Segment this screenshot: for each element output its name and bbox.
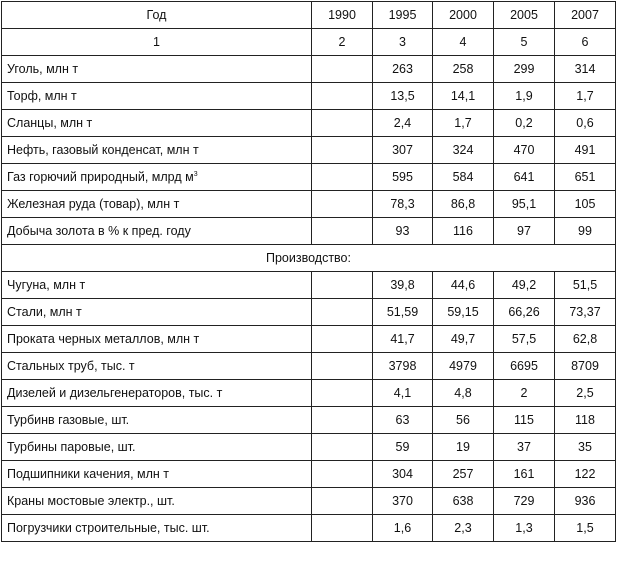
value-cell: 62,8 xyxy=(555,326,616,353)
value-cell: 0,6 xyxy=(555,110,616,137)
column-number: 3 xyxy=(373,29,433,56)
value-cell: 66,26 xyxy=(494,299,555,326)
value-cell: 595 xyxy=(373,164,433,191)
row-label xyxy=(2,272,312,299)
table-row xyxy=(2,299,616,326)
value-cell: 73,37 xyxy=(555,299,616,326)
value-cell: 2,5 xyxy=(555,380,616,407)
row-label xyxy=(2,380,312,407)
section-row xyxy=(2,245,616,272)
value-cell: 263 xyxy=(373,56,433,83)
value-cell: 59 xyxy=(373,434,433,461)
row-label-text: Дизелей и дизельгенераторов, тыс. т xyxy=(7,386,223,400)
row-label xyxy=(2,488,312,515)
value-cell xyxy=(312,353,373,380)
value-cell: 115 xyxy=(494,407,555,434)
value-cell: 116 xyxy=(433,218,494,245)
row-label-text: Турбины паровые, шт. xyxy=(7,440,136,454)
value-cell xyxy=(312,164,373,191)
value-cell: 51,5 xyxy=(555,272,616,299)
row-label xyxy=(2,461,312,488)
value-cell: 4,1 xyxy=(373,380,433,407)
value-cell: 78,3 xyxy=(373,191,433,218)
value-cell: 39,8 xyxy=(373,272,433,299)
value-cell: 97 xyxy=(494,218,555,245)
value-cell xyxy=(312,515,373,542)
value-cell: 1,6 xyxy=(373,515,433,542)
column-number: 5 xyxy=(494,29,555,56)
row-label xyxy=(2,434,312,461)
column-number: 4 xyxy=(433,29,494,56)
value-cell xyxy=(312,380,373,407)
row-label xyxy=(2,326,312,353)
value-cell: 14,1 xyxy=(433,83,494,110)
row-label-text: Чугуна, млн т xyxy=(7,278,86,292)
value-cell: 2,4 xyxy=(373,110,433,137)
value-cell: 56 xyxy=(433,407,494,434)
value-cell: 4,8 xyxy=(433,380,494,407)
value-cell xyxy=(312,326,373,353)
table-row xyxy=(2,218,616,245)
value-cell: 491 xyxy=(555,137,616,164)
row-label xyxy=(2,164,312,191)
value-cell: 2 xyxy=(494,380,555,407)
value-cell: 59,15 xyxy=(433,299,494,326)
value-cell xyxy=(312,434,373,461)
value-cell: 49,2 xyxy=(494,272,555,299)
value-cell: 13,5 xyxy=(373,83,433,110)
value-cell: 86,8 xyxy=(433,191,494,218)
row-label xyxy=(2,353,312,380)
value-cell xyxy=(312,56,373,83)
row-label xyxy=(2,299,312,326)
row-label-text: Стали, млн т xyxy=(7,305,82,319)
column-number: 6 xyxy=(555,29,616,56)
column-number: 1 xyxy=(2,29,312,56)
row-label xyxy=(2,56,312,83)
header-row xyxy=(2,2,616,29)
header-year: 1995 xyxy=(373,2,433,29)
value-cell: 304 xyxy=(373,461,433,488)
row-label-text: Краны мостовые электр., шт. xyxy=(7,494,175,508)
table-row xyxy=(2,353,616,380)
table-row xyxy=(2,110,616,137)
header-year: 1990 xyxy=(312,2,373,29)
value-cell xyxy=(312,272,373,299)
row-label xyxy=(2,515,312,542)
value-cell: 1,7 xyxy=(433,110,494,137)
value-cell: 161 xyxy=(494,461,555,488)
row-label xyxy=(2,110,312,137)
value-cell: 4979 xyxy=(433,353,494,380)
value-cell: 95,1 xyxy=(494,191,555,218)
section-heading: Производство: xyxy=(2,245,616,272)
row-label-text: Турбинв газовые, шт. xyxy=(7,413,130,427)
value-cell: 470 xyxy=(494,137,555,164)
table-row xyxy=(2,434,616,461)
value-cell: 105 xyxy=(555,191,616,218)
row-label-text: Погрузчики строительные, тыс. шт. xyxy=(7,521,210,535)
row-label xyxy=(2,407,312,434)
value-cell: 93 xyxy=(373,218,433,245)
column-number: 2 xyxy=(312,29,373,56)
value-cell xyxy=(312,137,373,164)
table-row xyxy=(2,56,616,83)
value-cell: 638 xyxy=(433,488,494,515)
value-cell: 258 xyxy=(433,56,494,83)
value-cell: 35 xyxy=(555,434,616,461)
row-label-text: Железная руда (товар), млн т xyxy=(7,197,180,211)
value-cell: 19 xyxy=(433,434,494,461)
value-cell: 729 xyxy=(494,488,555,515)
value-cell: 1,5 xyxy=(555,515,616,542)
value-cell: 122 xyxy=(555,461,616,488)
table-row xyxy=(2,272,616,299)
value-cell xyxy=(312,461,373,488)
table-row xyxy=(2,407,616,434)
value-cell: 936 xyxy=(555,488,616,515)
row-label xyxy=(2,137,312,164)
value-cell: 3798 xyxy=(373,353,433,380)
value-cell: 37 xyxy=(494,434,555,461)
value-cell xyxy=(312,218,373,245)
value-cell: 299 xyxy=(494,56,555,83)
table-row xyxy=(2,515,616,542)
value-cell: 307 xyxy=(373,137,433,164)
table-row xyxy=(2,380,616,407)
table-row xyxy=(2,461,616,488)
row-label xyxy=(2,83,312,110)
value-cell xyxy=(312,110,373,137)
value-cell: 44,6 xyxy=(433,272,494,299)
value-cell xyxy=(312,83,373,110)
value-cell: 0,2 xyxy=(494,110,555,137)
header-label: Год xyxy=(2,2,312,29)
row-label-text: Подшипники качения, млн т xyxy=(7,467,170,481)
row-label-text: Сланцы, млн т xyxy=(7,116,93,130)
value-cell: 51,59 xyxy=(373,299,433,326)
value-cell xyxy=(312,191,373,218)
value-cell: 257 xyxy=(433,461,494,488)
header-year: 2007 xyxy=(555,2,616,29)
value-cell: 1,3 xyxy=(494,515,555,542)
table-row xyxy=(2,191,616,218)
value-cell: 99 xyxy=(555,218,616,245)
value-cell xyxy=(312,407,373,434)
value-cell: 8709 xyxy=(555,353,616,380)
value-cell: 324 xyxy=(433,137,494,164)
value-cell: 1,7 xyxy=(555,83,616,110)
value-cell xyxy=(312,488,373,515)
row-label xyxy=(2,218,312,245)
value-cell: 370 xyxy=(373,488,433,515)
table-row xyxy=(2,137,616,164)
value-cell: 641 xyxy=(494,164,555,191)
row-label-text: Проката черных металлов, млн т xyxy=(7,332,200,346)
table-row xyxy=(2,326,616,353)
table-body xyxy=(2,2,616,542)
unit-superscript: 3 xyxy=(193,171,198,178)
value-cell: 651 xyxy=(555,164,616,191)
table-row xyxy=(2,83,616,110)
value-cell: 1,9 xyxy=(494,83,555,110)
row-label-text: Уголь, млн т xyxy=(7,62,79,76)
table-row xyxy=(2,164,616,191)
row-label xyxy=(2,191,312,218)
header-year: 2000 xyxy=(433,2,494,29)
table-row xyxy=(2,488,616,515)
statistics-table xyxy=(1,1,616,542)
value-cell: 584 xyxy=(433,164,494,191)
header-year: 2005 xyxy=(494,2,555,29)
value-cell: 63 xyxy=(373,407,433,434)
row-label-text: Добыча золота в % к пред. году xyxy=(7,224,191,238)
row-label-text: Торф, млн т xyxy=(7,89,77,103)
row-label-text: Нефть, газовый конденсат, млн т xyxy=(7,143,199,157)
value-cell xyxy=(312,299,373,326)
row-label-text: Стальных труб, тыс. т xyxy=(7,359,135,373)
value-cell: 49,7 xyxy=(433,326,494,353)
value-cell: 41,7 xyxy=(373,326,433,353)
value-cell: 6695 xyxy=(494,353,555,380)
column-number-row xyxy=(2,29,616,56)
value-cell: 57,5 xyxy=(494,326,555,353)
value-cell: 118 xyxy=(555,407,616,434)
row-label-text: Газ горючий природный, млрд м xyxy=(7,170,194,184)
value-cell: 2,3 xyxy=(433,515,494,542)
value-cell: 314 xyxy=(555,56,616,83)
